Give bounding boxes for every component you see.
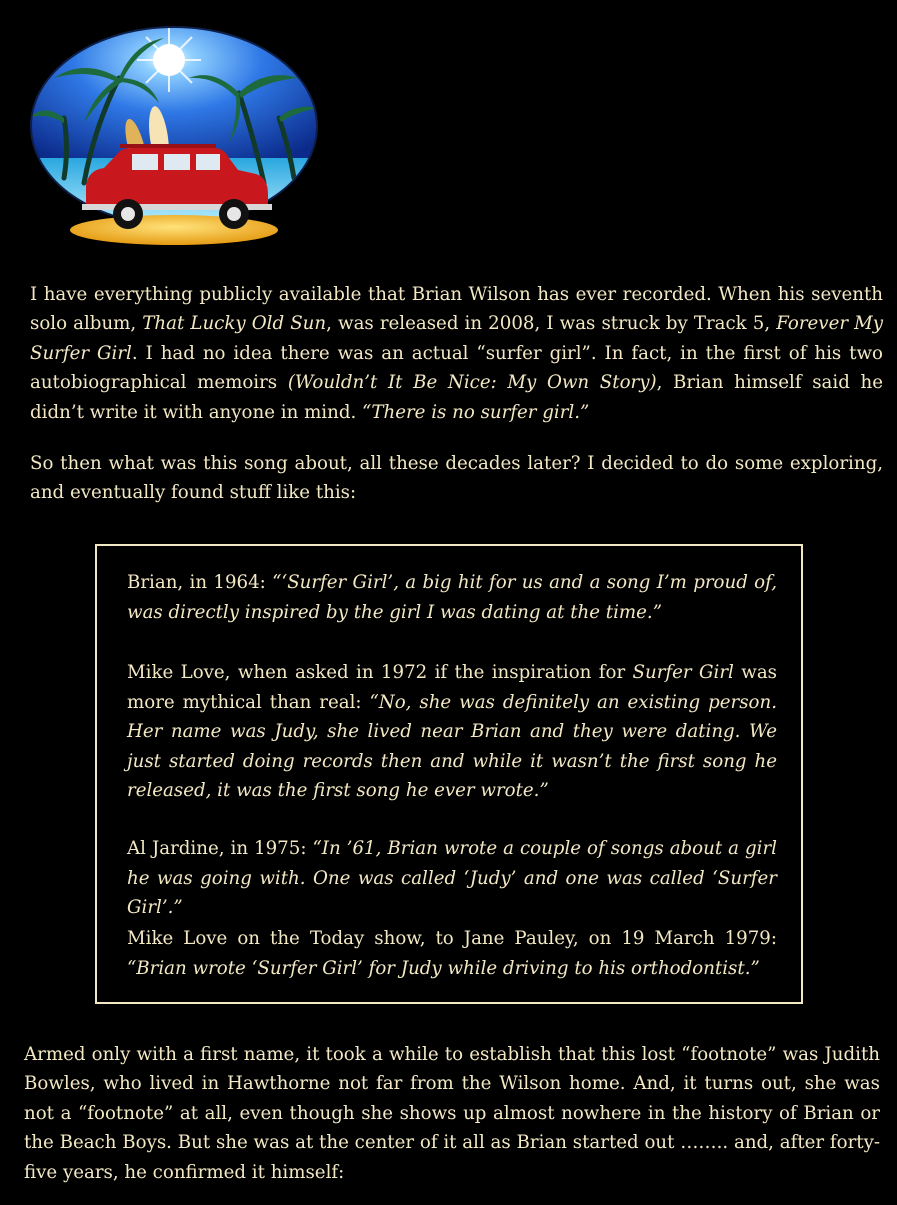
memoir-title: (Wouldn’t It Be Nice: My Own Story) bbox=[287, 372, 657, 394]
beach-woody-car-logo-icon bbox=[24, 8, 324, 253]
quote-text: “Brian wrote ‘Surfer Girl’ for Judy while driving to his orthodontist.” bbox=[127, 957, 760, 979]
quote-text: “No, she was definitely an existing person. Her name was Judy, she lived near Brian and they were dating. We just started doing records then and while it wasn’t the first song he released, it was the first song he ever wrote.” bbox=[127, 691, 777, 801]
quote-speaker: Mike Love, when asked in 1972 if the inspiration for bbox=[127, 662, 633, 683]
exploring-paragraph: So then what was this song about, all these decades later? I decided to do some exploring, and eventually found stuff like this: bbox=[30, 453, 883, 504]
quote-item bbox=[127, 568, 777, 627]
intro-text-1: I have everything publicly available that Brian Wilson has ever recorded. When his seventh solo album, bbox=[30, 284, 883, 335]
quote-item bbox=[127, 658, 777, 806]
song-title: Surfer Girl bbox=[632, 662, 734, 683]
intro-text-4: , Brian himself said he didn’t write it with anyone in mind. bbox=[30, 372, 883, 423]
quote-speaker: Mike Love on the Today show, to Jane Pauley, on 19 March 1979: bbox=[127, 928, 777, 949]
intro-text-3: . I had no idea there was an actual “surfer girl”. In fact, in the first of his two autobiographical memoirs bbox=[30, 342, 883, 394]
judith-bowles-paragraph: Armed only with a first name, it took a while to establish that this lost “footnote” was Judith Bowles, who lived in Hawthorne not far from the Wilson home. And, it turns out, she was not a “footnote” at all, even though she shows up almost nowhere in the history of Brian or the Beach Boys. But she was at the center of it all as Brian started out …….. and, after forty-five years, he confirmed it himself: bbox=[24, 1044, 880, 1183]
quote-speaker-cont: was more mythical than real: bbox=[127, 662, 777, 713]
quote-speaker: Al Jardine, in 1975: bbox=[127, 838, 313, 859]
quote-item bbox=[127, 834, 777, 923]
track-title: Forever My Surfer Girl bbox=[30, 313, 884, 364]
intro-text-2: , was released in 2008, I was struck by Track 5, bbox=[326, 313, 777, 335]
quotes-box bbox=[95, 544, 803, 1004]
album-title: That Lucky Old Sun bbox=[142, 313, 327, 335]
intro-paragraph bbox=[30, 280, 883, 427]
intro-quote: “There is no surfer girl.” bbox=[362, 401, 590, 423]
quote-text: “In ’61, Brian wrote a couple of songs about a girl he was going with. One was called ‘Judy’ and one was called ‘Surfer Girl’.” bbox=[127, 838, 777, 918]
quote-speaker: Brian, in 1964: bbox=[127, 572, 273, 593]
quote-text: “‘Surfer Girl’, a big hit for us and a song I’m proud of, was directly inspired by the girl I was dating at the time.” bbox=[127, 572, 777, 623]
quote-item bbox=[127, 924, 777, 983]
